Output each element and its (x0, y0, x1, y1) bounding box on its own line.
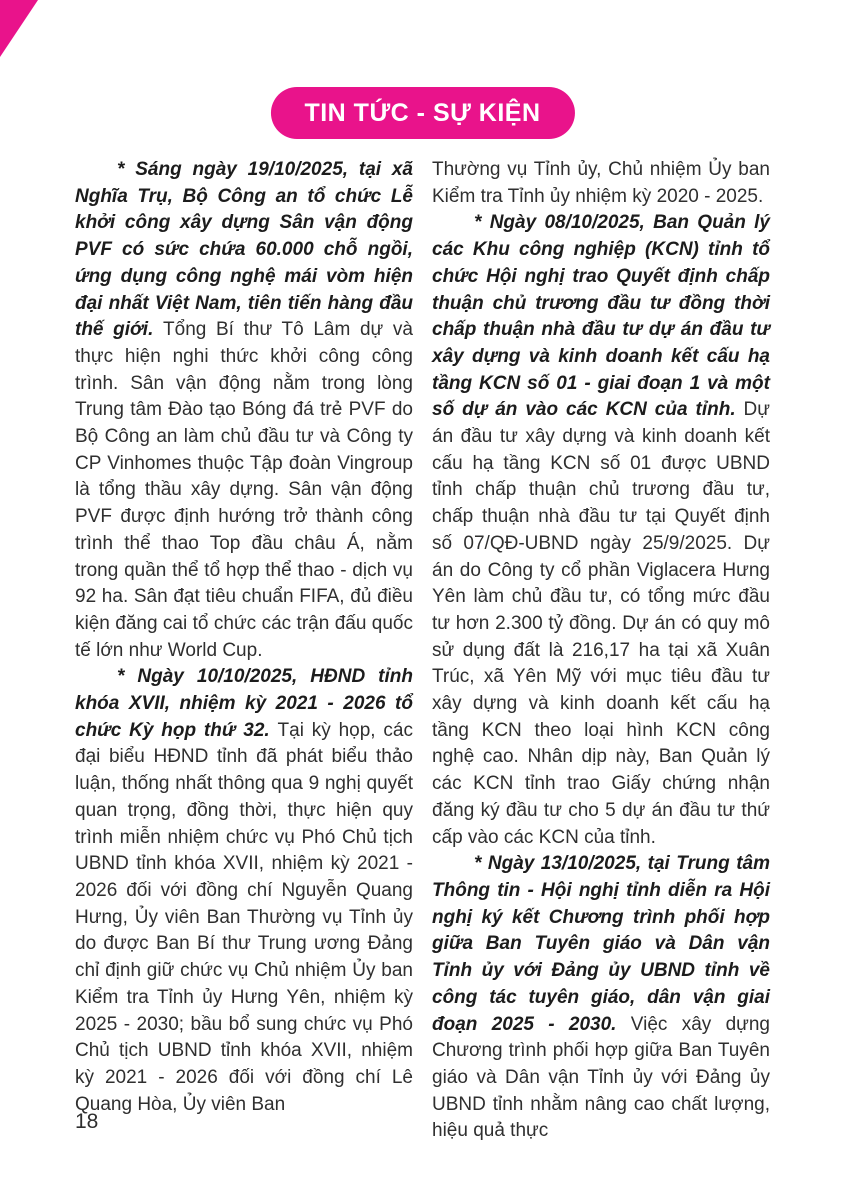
article-columns (75, 157, 770, 1145)
section-header-badge (270, 87, 574, 139)
news-lead: * Sáng ngày 19/10/2025, tại xã Nghĩa Trụ, Bộ Công an tổ chức Lễ khởi công xây dựng Sân vận động PVF có sức chứa 60.000 chỗ ngồi, ứng dụng công nghệ mái vòm hiện đại nhất Việt Nam, tiên tiến hàng đầu thế giới. (75, 159, 413, 341)
news-paragraph-stadium (75, 157, 413, 664)
news-body: Việc xây dựng Chương trình phối hợp giữa Ban Tuyên giáo và Dân vận Tỉnh ủy với Đảng ủy UBND tỉnh nhằm nâng cao chất lượng, hiệu quả thực (432, 1013, 770, 1142)
news-body: Tại kỳ họp, các đại biểu HĐND tỉnh đã phát biểu thảo luận, thống nhất thông qua 9 nghị quyết quan trọng, đồng thời, thực hiện quy trình miễn nhiệm chức vụ Phó Chủ tịch UBND tỉnh khóa XVII, nhiệm kỳ 2021 - 2026 đối với đồng chí Nguyễn Quang Hưng, Ủy viên Ban Thường vụ Tỉnh ủy do được Ban Bí thư Trung ương Đảng chỉ định giữ chức vụ Chủ nhiệm Ủy ban Kiểm tra Tỉnh ủy Hưng Yên, nhiệm kỳ 2025 - 2030; bầu bổ sung chức vụ Phó Chủ tịch UBND tỉnh khóa XVII, nhiệm kỳ 2021 - 2026 đối với đồng chí Lê Quang Hòa, Ủy viên Ban (75, 719, 413, 1115)
news-paragraph-signing-ceremony (432, 851, 770, 1145)
left-column (75, 157, 413, 1145)
news-lead: * Ngày 10/10/2025, HĐND tỉnh khóa XVII, nhiệm kỳ 2021 - 2026 tổ chức Kỳ họp thứ 32. (75, 666, 413, 741)
right-column (432, 157, 770, 1145)
news-paragraph-council-session (75, 664, 413, 1118)
news-lead: * Ngày 13/10/2025, tại Trung tâm Thông tin - Hội nghị tỉnh diễn ra Hội nghị ký kết Chương trình phối hợp giữa Ban Tuyên giáo và Dân vận Tỉnh ủy với Đảng ủy UBND tỉnh về công tác tuyên giáo, dân vận giai đoạn 2025 - 2030. (432, 853, 770, 1035)
news-body: Dự án đầu tư xây dựng và kinh doanh kết cấu hạ tầng KCN số 01 được UBND tỉnh chấp thuận chủ trương đầu tư, chấp thuận nhà đầu tư tại Quyết định số 07/QĐ-UBND ngày 25/9/2025. Dự án do Công ty cổ phần Viglacera Hưng Yên làm chủ đầu tư, có tổng mức đầu tư hơn 2.300 tỷ đồng. Dự án có quy mô sử dụng đất là 216,17 ha tại xã Xuân Trúc, xã Yên Mỹ với mục tiêu đầu tư xây dựng và kinh doanh kết cấu hạ tầng KCN theo loại hình KCN công nghệ cao. Nhân dịp này, Ban Quản lý các KCN tỉnh trao Giấy chứng nhận đăng ký đầu tư cho 5 dự án đầu tư thứ cấp vào các KCN của tỉnh. (432, 399, 770, 848)
corner-triangle-decoration (0, 0, 38, 57)
news-body: Thường vụ Tỉnh ủy, Chủ nhiệm Ủy ban Kiểm tra Tỉnh ủy nhiệm kỳ 2020 - 2025. (432, 159, 770, 207)
news-paragraph-continuation (432, 157, 770, 210)
news-body: Tổng Bí thư Tô Lâm dự và thực hiện nghi thức khởi công công trình. Sân vận động nằm trong lòng Trung tâm Đào tạo Bóng đá trẻ PVF do Bộ Công an làm chủ đầu tư và Công ty CP Vinhomes thuộc Tập đoàn Vingroup là tổng thầu xây dựng. Sân vận động PVF được định hướng trở thành công trình thể thao Top đầu châu Á, nằm trong quần thể tổ hợp thể thao - dịch vụ 92 ha. Sân đạt tiêu chuẩn FIFA, đủ điều kiện đăng cai tổ chức các trận đấu quốc tế lớn như World Cup. (75, 319, 413, 661)
section-title: TIN TỨC - SỰ KIỆN (304, 98, 541, 127)
page-number: 18 (75, 1110, 99, 1133)
news-lead: * Ngày 08/10/2025, Ban Quản lý các Khu công nghiệp (KCN) tỉnh tổ chức Hội nghị trao Quyết định chấp thuận chủ trương đầu tư đồng thời chấp thuận nhà đầu tư dự án đầu tư xây dựng và kinh doanh kết cấu hạ tầng KCN số 01 - giai đoạn 1 và một số dự án vào các KCN của tỉnh. (432, 212, 770, 421)
news-paragraph-industrial-zone (432, 210, 770, 851)
